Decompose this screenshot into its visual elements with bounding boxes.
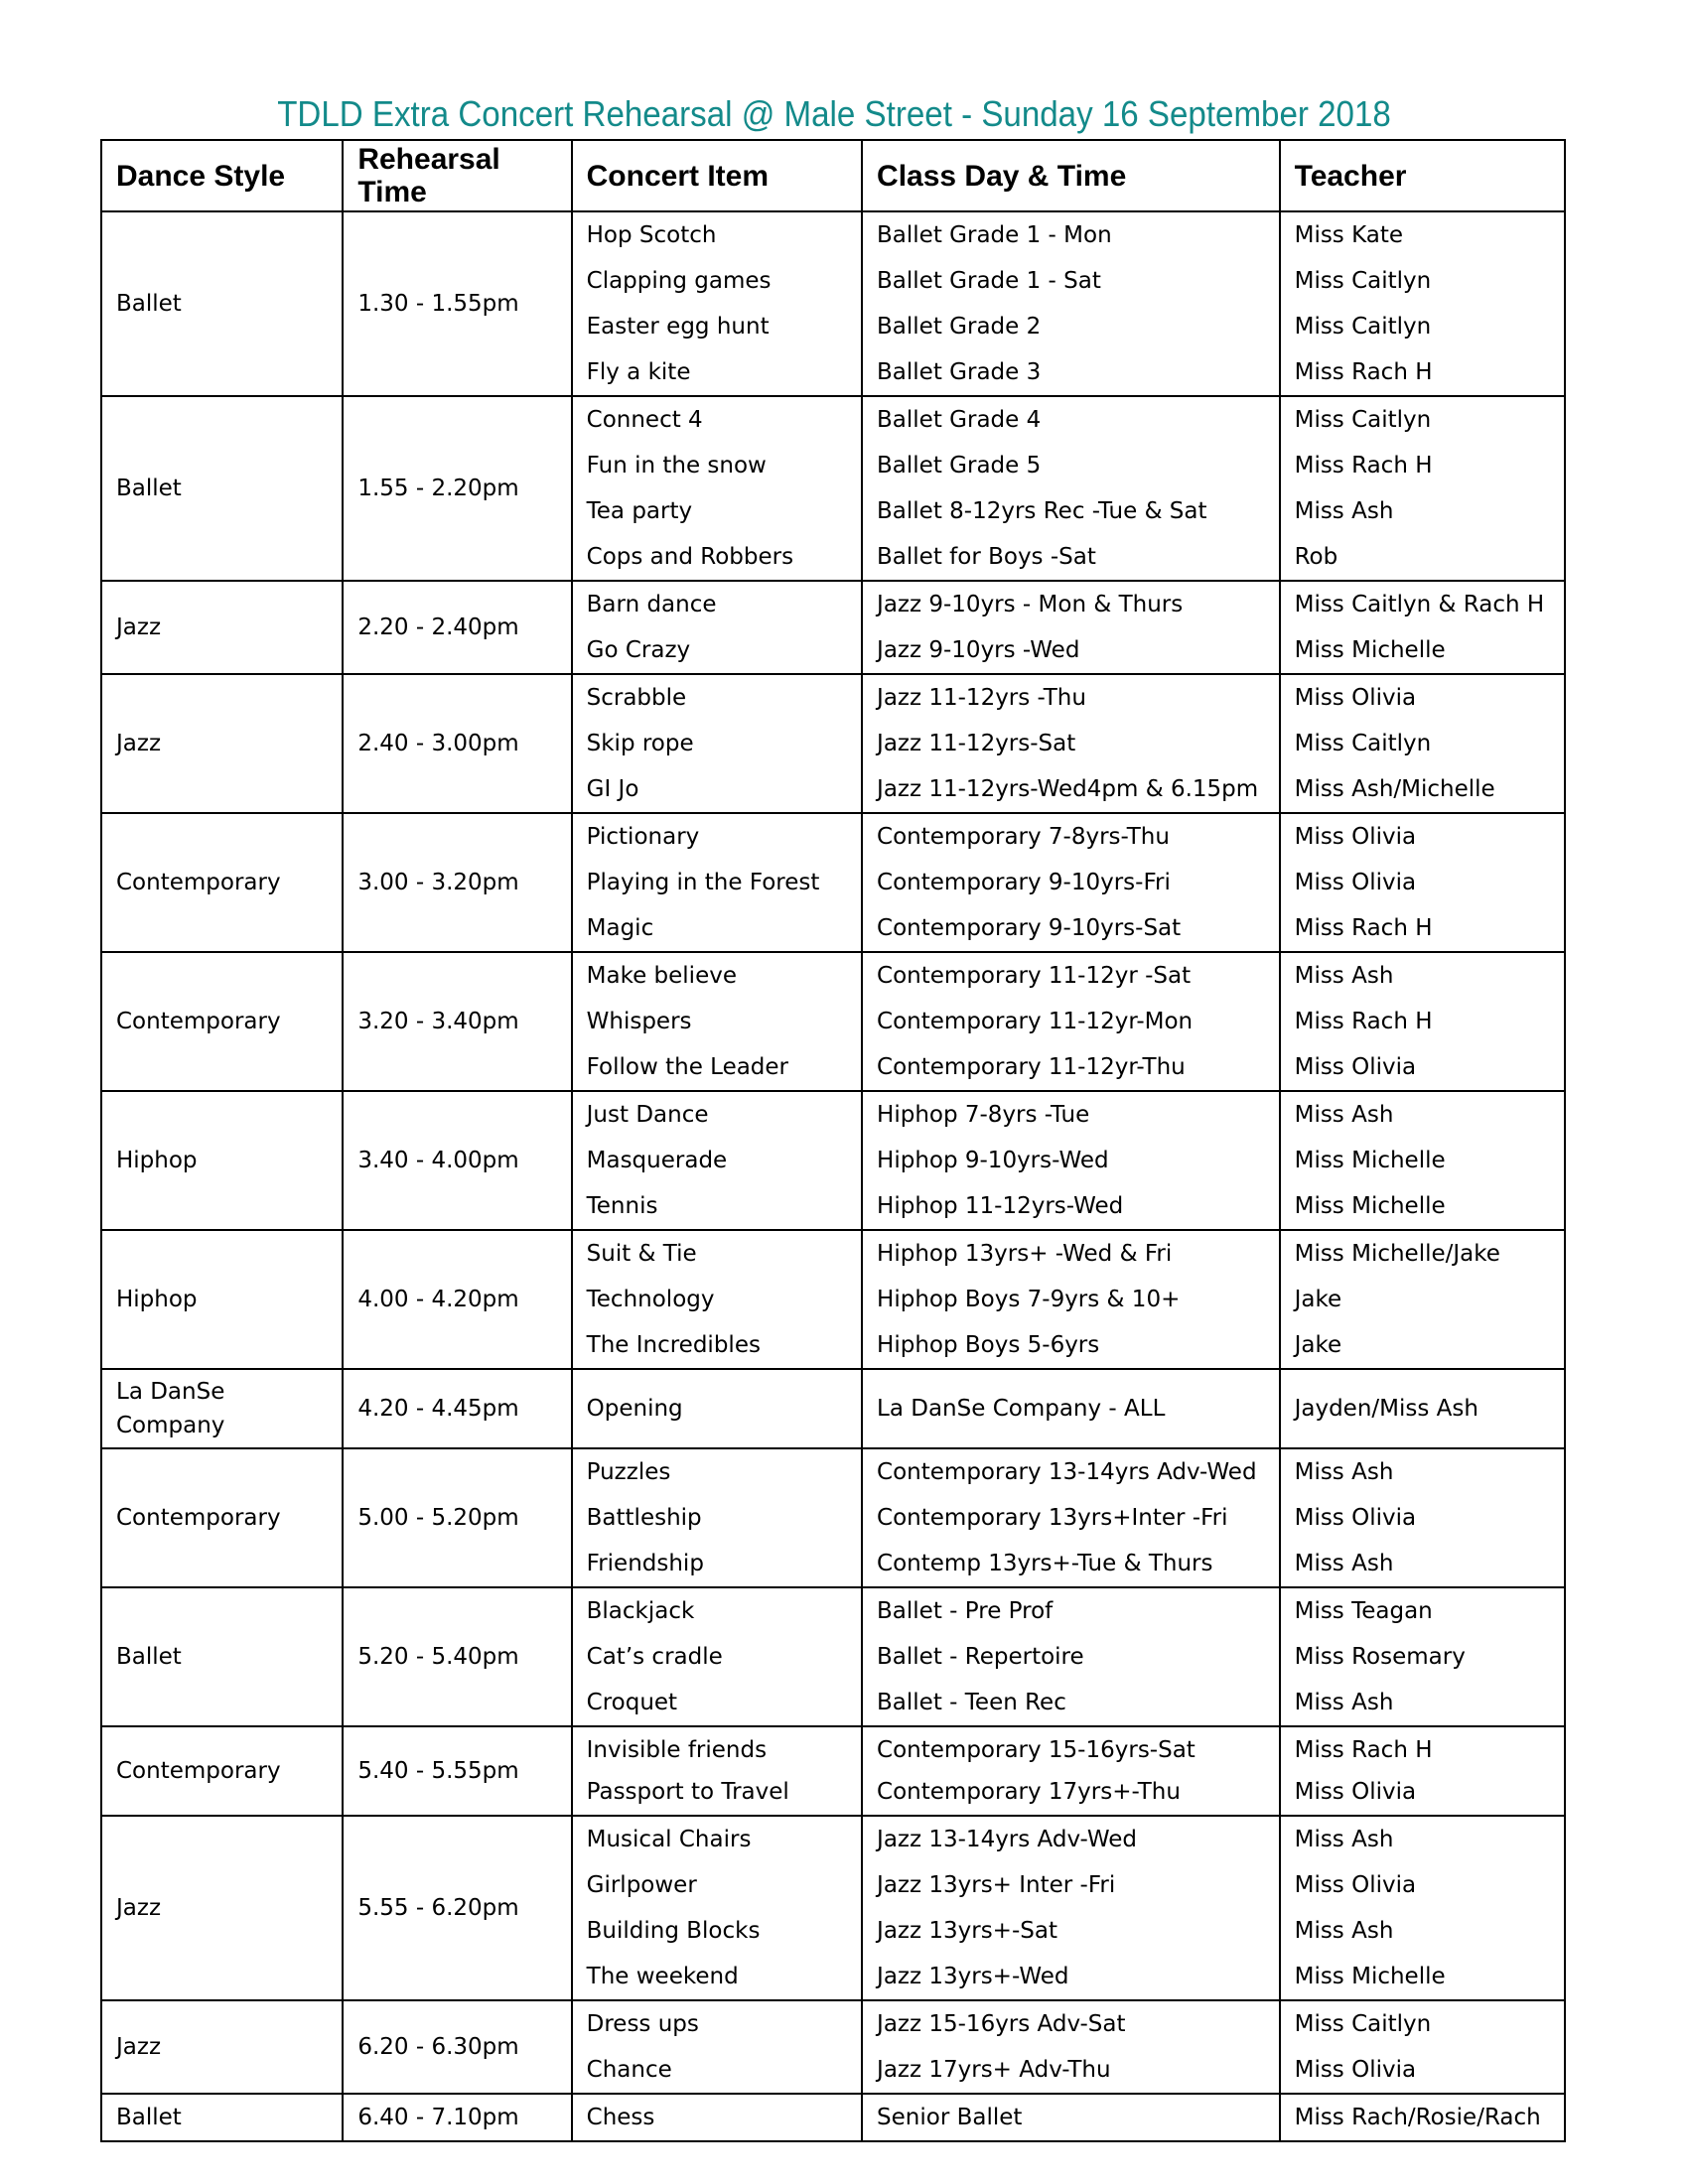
concert-item-line: Tennis bbox=[586, 1193, 658, 1219]
rehearsal-time-cell: 4.20 - 4.45pm bbox=[343, 1369, 571, 1448]
teacher-line: Jake bbox=[1294, 1287, 1342, 1312]
concert-item-line: Building Blocks bbox=[586, 1918, 761, 1944]
teacher-line: Miss Ash bbox=[1294, 1690, 1394, 1715]
class-day-time-line: Jazz 13yrs+-Wed bbox=[877, 1964, 1069, 1989]
teacher-cell bbox=[1280, 1726, 1565, 1816]
concert-item-cell bbox=[572, 2000, 862, 2094]
teacher-line: Jayden/Miss Ash bbox=[1294, 1396, 1478, 1422]
teacher-cell bbox=[1280, 813, 1565, 952]
rehearsal-time-cell: 3.20 - 3.40pm bbox=[343, 952, 571, 1091]
concert-item-line: Whispers bbox=[586, 1009, 692, 1034]
concert-item-line: Scrabble bbox=[586, 685, 687, 711]
teacher-line: Miss Olivia bbox=[1294, 824, 1417, 850]
dance-style-cell: Hiphop bbox=[101, 1091, 343, 1230]
header-class-day-time: Class Day & Time bbox=[862, 140, 1280, 211]
dance-style-cell: Jazz bbox=[101, 2000, 343, 2094]
concert-item-cell bbox=[572, 952, 862, 1091]
class-day-time-line: Hiphop 13yrs+ -Wed & Fri bbox=[877, 1241, 1173, 1267]
teacher-line: Miss Olivia bbox=[1294, 2057, 1417, 2083]
concert-item-cell bbox=[572, 674, 862, 813]
rehearsal-time-cell: 6.40 - 7.10pm bbox=[343, 2094, 571, 2141]
table-row bbox=[101, 1091, 1565, 1230]
concert-item-line: The weekend bbox=[586, 1964, 739, 1989]
class-day-time-line: Ballet Grade 4 bbox=[877, 407, 1042, 433]
concert-item-cell bbox=[572, 813, 862, 952]
teacher-cell bbox=[1280, 581, 1565, 674]
dance-style-cell: Contemporary bbox=[101, 1448, 343, 1587]
teacher-line: Miss Ash bbox=[1294, 1918, 1394, 1944]
teacher-cell bbox=[1280, 1091, 1565, 1230]
concert-item-line: Passport to Travel bbox=[586, 1779, 789, 1805]
teacher-line: Miss Rach H bbox=[1294, 915, 1433, 941]
teacher-line: Miss Kate bbox=[1294, 222, 1404, 248]
concert-item-line: Fly a kite bbox=[586, 359, 691, 385]
teacher-line: Miss Rach/Rosie/Rach bbox=[1294, 2105, 1541, 2130]
class-day-time-line: Ballet Grade 1 - Mon bbox=[877, 222, 1112, 248]
class-day-time-line: Hiphop Boys 7-9yrs & 10+ bbox=[877, 1287, 1181, 1312]
concert-item-line: Follow the Leader bbox=[586, 1054, 789, 1080]
class-day-time-line: Jazz 13-14yrs Adv-Wed bbox=[877, 1827, 1137, 1852]
table-row bbox=[101, 952, 1565, 1091]
teacher-line: Miss Rach H bbox=[1294, 1737, 1433, 1763]
concert-item-line: Chance bbox=[586, 2057, 672, 2083]
class-day-time-line: Jazz 13yrs+ Inter -Fri bbox=[877, 1872, 1116, 1898]
teacher-cell bbox=[1280, 1369, 1565, 1448]
class-day-time-line: Ballet for Boys -Sat bbox=[877, 544, 1096, 570]
class-day-time-line: Jazz 9-10yrs -Wed bbox=[877, 637, 1080, 663]
concert-item-line: Go Crazy bbox=[586, 637, 691, 663]
concert-item-line: Cops and Robbers bbox=[586, 544, 794, 570]
class-day-time-line: Contemporary 11-12yr -Sat bbox=[877, 963, 1192, 989]
teacher-line: Miss Ash bbox=[1294, 1827, 1394, 1852]
dance-style-cell: Jazz bbox=[101, 581, 343, 674]
class-day-time-line: Contemporary 7-8yrs-Thu bbox=[877, 824, 1170, 850]
concert-item-line: The Incredibles bbox=[586, 1332, 761, 1358]
header-dance-style: Dance Style bbox=[101, 140, 343, 211]
teacher-line: Miss Caitlyn bbox=[1294, 268, 1432, 294]
concert-item-line: Barn dance bbox=[586, 592, 717, 617]
teacher-cell bbox=[1280, 1816, 1565, 2000]
teacher-line: Miss Olivia bbox=[1294, 1872, 1417, 1898]
concert-item-cell bbox=[572, 211, 862, 396]
teacher-cell bbox=[1280, 1230, 1565, 1369]
concert-item-line: Tea party bbox=[586, 498, 693, 524]
teacher-line: Miss Ash bbox=[1294, 963, 1394, 989]
header-concert-item: Concert Item bbox=[572, 140, 862, 211]
concert-item-line: Friendship bbox=[586, 1551, 704, 1576]
concert-item-line: Skip rope bbox=[586, 731, 694, 756]
rehearsal-time-cell: 5.20 - 5.40pm bbox=[343, 1587, 571, 1726]
teacher-line: Miss Ash bbox=[1294, 498, 1394, 524]
concert-item-line: Puzzles bbox=[586, 1459, 671, 1485]
concert-item-line: Pictionary bbox=[586, 824, 700, 850]
class-day-time-line: Contemporary 17yrs+-Thu bbox=[877, 1779, 1181, 1805]
class-day-time-line: Jazz 17yrs+ Adv-Thu bbox=[877, 2057, 1111, 2083]
concert-item-line: Battleship bbox=[586, 1505, 702, 1531]
concert-item-cell bbox=[572, 1091, 862, 1230]
header-teacher: Teacher bbox=[1280, 140, 1565, 211]
class-day-time-cell bbox=[862, 813, 1280, 952]
class-day-time-cell bbox=[862, 211, 1280, 396]
class-day-time-line: Jazz 13yrs+-Sat bbox=[877, 1918, 1057, 1944]
class-day-time-line: Ballet - Repertoire bbox=[877, 1644, 1084, 1670]
dance-style-cell: Ballet bbox=[101, 396, 343, 581]
class-day-time-line: Contemporary 11-12yr-Mon bbox=[877, 1009, 1194, 1034]
class-day-time-line: Contemporary 9-10yrs-Sat bbox=[877, 915, 1182, 941]
dance-style-cell: Ballet bbox=[101, 1587, 343, 1726]
teacher-line: Miss Olivia bbox=[1294, 1054, 1417, 1080]
rehearsal-time-cell: 4.00 - 4.20pm bbox=[343, 1230, 571, 1369]
class-day-time-line: Contemporary 13-14yrs Adv-Wed bbox=[877, 1459, 1257, 1485]
class-day-time-line: Contemporary 15-16yrs-Sat bbox=[877, 1737, 1196, 1763]
table-row bbox=[101, 1726, 1565, 1816]
teacher-cell bbox=[1280, 2094, 1565, 2141]
class-day-time-cell bbox=[862, 1448, 1280, 1587]
concert-item-line: GI Jo bbox=[586, 776, 639, 802]
concert-item-line: Girlpower bbox=[586, 1872, 697, 1898]
rehearsal-time-cell: 3.00 - 3.20pm bbox=[343, 813, 571, 952]
class-day-time-cell bbox=[862, 2094, 1280, 2141]
concert-item-line: Chess bbox=[586, 2105, 655, 2130]
teacher-line: Miss Rach H bbox=[1294, 359, 1433, 385]
table-row bbox=[101, 396, 1565, 581]
dance-style-cell: Hiphop bbox=[101, 1230, 343, 1369]
class-day-time-line: Jazz 9-10yrs - Mon & Thurs bbox=[877, 592, 1184, 617]
teacher-line: Miss Teagan bbox=[1294, 1598, 1433, 1624]
class-day-time-cell bbox=[862, 581, 1280, 674]
class-day-time-line: Jazz 11-12yrs-Wed4pm & 6.15pm bbox=[877, 776, 1259, 802]
class-day-time-cell bbox=[862, 1230, 1280, 1369]
table-row bbox=[101, 813, 1565, 952]
teacher-line: Miss Rach H bbox=[1294, 453, 1433, 478]
concert-item-cell bbox=[572, 1230, 862, 1369]
teacher-line: Miss Rosemary bbox=[1294, 1644, 1466, 1670]
class-day-time-line: Ballet Grade 2 bbox=[877, 314, 1042, 340]
dance-style-cell: Contemporary bbox=[101, 813, 343, 952]
dance-style-cell: Contemporary bbox=[101, 1726, 343, 1816]
class-day-time-line: Ballet - Teen Rec bbox=[877, 1690, 1066, 1715]
concert-item-line: Dress ups bbox=[586, 2011, 699, 2037]
concert-item-cell bbox=[572, 396, 862, 581]
teacher-cell bbox=[1280, 396, 1565, 581]
table-row bbox=[101, 1448, 1565, 1587]
teacher-cell bbox=[1280, 952, 1565, 1091]
concert-item-cell bbox=[572, 1587, 862, 1726]
teacher-line: Miss Caitlyn bbox=[1294, 314, 1432, 340]
concert-item-line: Invisible friends bbox=[586, 1737, 768, 1763]
table-row bbox=[101, 1230, 1565, 1369]
teacher-line: Miss Rach H bbox=[1294, 1009, 1433, 1034]
rehearsal-time-cell: 1.30 - 1.55pm bbox=[343, 211, 571, 396]
teacher-line: Miss Olivia bbox=[1294, 685, 1417, 711]
header-row bbox=[101, 140, 1565, 211]
concert-item-cell bbox=[572, 1369, 862, 1448]
table-row bbox=[101, 1816, 1565, 2000]
dance-style-cell: Ballet bbox=[101, 2094, 343, 2141]
concert-item-cell bbox=[572, 581, 862, 674]
concert-item-line: Magic bbox=[586, 915, 654, 941]
class-day-time-line: Contemporary 11-12yr-Thu bbox=[877, 1054, 1186, 1080]
class-day-time-line: Ballet Grade 3 bbox=[877, 359, 1042, 385]
page-title: TDLD Extra Concert Rehearsal @ Male Street - Sunday 16 September 2018 bbox=[277, 93, 1391, 134]
class-day-time-cell bbox=[862, 1816, 1280, 2000]
concert-item-line: Suit & Tie bbox=[586, 1241, 697, 1267]
rehearsal-time-cell: 5.55 - 6.20pm bbox=[343, 1816, 571, 2000]
class-day-time-line: Jazz 11-12yrs-Sat bbox=[877, 731, 1076, 756]
class-day-time-cell bbox=[862, 1587, 1280, 1726]
teacher-line: Miss Michelle bbox=[1294, 1964, 1446, 1989]
concert-item-line: Blackjack bbox=[586, 1598, 695, 1624]
concert-item-cell bbox=[572, 2094, 862, 2141]
teacher-line: Miss Olivia bbox=[1294, 1505, 1417, 1531]
concert-item-line: Croquet bbox=[586, 1690, 678, 1715]
class-day-time-line: Jazz 15-16yrs Adv-Sat bbox=[877, 2011, 1126, 2037]
concert-item-cell bbox=[572, 1816, 862, 2000]
class-day-time-line: Ballet - Pre Prof bbox=[877, 1598, 1054, 1624]
teacher-line: Miss Ash bbox=[1294, 1102, 1394, 1128]
teacher-line: Jake bbox=[1294, 1332, 1342, 1358]
table-row bbox=[101, 674, 1565, 813]
class-day-time-line: Jazz 11-12yrs -Thu bbox=[877, 685, 1086, 711]
class-day-time-cell bbox=[862, 396, 1280, 581]
teacher-cell bbox=[1280, 674, 1565, 813]
dance-style-cell: Contemporary bbox=[101, 952, 343, 1091]
table-row bbox=[101, 211, 1565, 396]
concert-item-line: Just Dance bbox=[586, 1102, 709, 1128]
teacher-line: Miss Caitlyn bbox=[1294, 2011, 1432, 2037]
concert-item-line: Fun in the snow bbox=[586, 453, 767, 478]
schedule-body bbox=[101, 211, 1565, 2141]
teacher-cell bbox=[1280, 211, 1565, 396]
concert-item-line: Technology bbox=[586, 1287, 715, 1312]
rehearsal-time-cell: 2.20 - 2.40pm bbox=[343, 581, 571, 674]
concert-item-cell bbox=[572, 1448, 862, 1587]
class-day-time-line: Hiphop 9-10yrs-Wed bbox=[877, 1148, 1109, 1173]
table-row bbox=[101, 1587, 1565, 1726]
class-day-time-line: Hiphop 11-12yrs-Wed bbox=[877, 1193, 1124, 1219]
class-day-time-line: Senior Ballet bbox=[877, 2105, 1023, 2130]
concert-item-line: Musical Chairs bbox=[586, 1827, 752, 1852]
teacher-line: Miss Ash bbox=[1294, 1551, 1394, 1576]
teacher-line: Miss Ash bbox=[1294, 1459, 1394, 1485]
rehearsal-time-cell: 3.40 - 4.00pm bbox=[343, 1091, 571, 1230]
teacher-cell bbox=[1280, 2000, 1565, 2094]
concert-item-cell bbox=[572, 1726, 862, 1816]
rehearsal-time-cell: 6.20 - 6.30pm bbox=[343, 2000, 571, 2094]
table-row bbox=[101, 581, 1565, 674]
class-day-time-line: Contemp 13yrs+-Tue & Thurs bbox=[877, 1551, 1213, 1576]
class-day-time-line: Ballet 8-12yrs Rec -Tue & Sat bbox=[877, 498, 1207, 524]
teacher-line: Miss Caitlyn bbox=[1294, 407, 1432, 433]
teacher-line: Miss Michelle bbox=[1294, 637, 1446, 663]
table-row bbox=[101, 2094, 1565, 2141]
class-day-time-line: La DanSe Company - ALL bbox=[877, 1396, 1166, 1422]
class-day-time-cell bbox=[862, 1091, 1280, 1230]
class-day-time-line: Hiphop 7-8yrs -Tue bbox=[877, 1102, 1090, 1128]
dance-style-cell: Jazz bbox=[101, 674, 343, 813]
rehearsal-time-cell: 5.40 - 5.55pm bbox=[343, 1726, 571, 1816]
class-day-time-line: Contemporary 13yrs+Inter -Fri bbox=[877, 1505, 1228, 1531]
concert-item-line: Masquerade bbox=[586, 1148, 728, 1173]
class-day-time-line: Ballet Grade 1 - Sat bbox=[877, 268, 1101, 294]
concert-item-line: Connect 4 bbox=[586, 407, 703, 433]
concert-item-line: Cat’s cradle bbox=[586, 1644, 723, 1670]
header-rehearsal-time: Rehearsal Time bbox=[343, 140, 571, 211]
concert-item-line: Hop Scotch bbox=[586, 222, 717, 248]
concert-item-line: Opening bbox=[586, 1396, 683, 1422]
class-day-time-line: Ballet Grade 5 bbox=[877, 453, 1042, 478]
dance-style-cell: Ballet bbox=[101, 211, 343, 396]
class-day-time-cell bbox=[862, 1369, 1280, 1448]
table-row bbox=[101, 2000, 1565, 2094]
teacher-line: Miss Michelle/Jake bbox=[1294, 1241, 1500, 1267]
concert-item-line: Easter egg hunt bbox=[586, 314, 770, 340]
class-day-time-cell bbox=[862, 2000, 1280, 2094]
class-day-time-line: Contemporary 9-10yrs-Fri bbox=[877, 870, 1171, 895]
class-day-time-line: Hiphop Boys 5-6yrs bbox=[877, 1332, 1100, 1358]
dance-style-cell: La DanSe Company bbox=[101, 1369, 343, 1448]
teacher-cell bbox=[1280, 1587, 1565, 1726]
concert-item-line: Playing in the Forest bbox=[586, 870, 820, 895]
teacher-line: Miss Caitlyn bbox=[1294, 731, 1432, 756]
teacher-line: Miss Michelle bbox=[1294, 1193, 1446, 1219]
teacher-line: Miss Michelle bbox=[1294, 1148, 1446, 1173]
class-day-time-cell bbox=[862, 952, 1280, 1091]
concert-item-line: Make believe bbox=[586, 963, 737, 989]
table-row bbox=[101, 1369, 1565, 1448]
rehearsal-schedule-table bbox=[100, 139, 1566, 2142]
concert-item-line: Clapping games bbox=[586, 268, 772, 294]
teacher-line: Miss Ash/Michelle bbox=[1294, 776, 1495, 802]
rehearsal-time-cell: 1.55 - 2.20pm bbox=[343, 396, 571, 581]
rehearsal-time-cell: 5.00 - 5.20pm bbox=[343, 1448, 571, 1587]
class-day-time-cell bbox=[862, 1726, 1280, 1816]
teacher-line: Miss Olivia bbox=[1294, 1779, 1417, 1805]
teacher-line: Miss Olivia bbox=[1294, 870, 1417, 895]
teacher-cell bbox=[1280, 1448, 1565, 1587]
teacher-line: Rob bbox=[1294, 544, 1338, 570]
rehearsal-time-cell: 2.40 - 3.00pm bbox=[343, 674, 571, 813]
dance-style-cell: Jazz bbox=[101, 1816, 343, 2000]
class-day-time-cell bbox=[862, 674, 1280, 813]
teacher-line: Miss Caitlyn & Rach H bbox=[1294, 592, 1545, 617]
